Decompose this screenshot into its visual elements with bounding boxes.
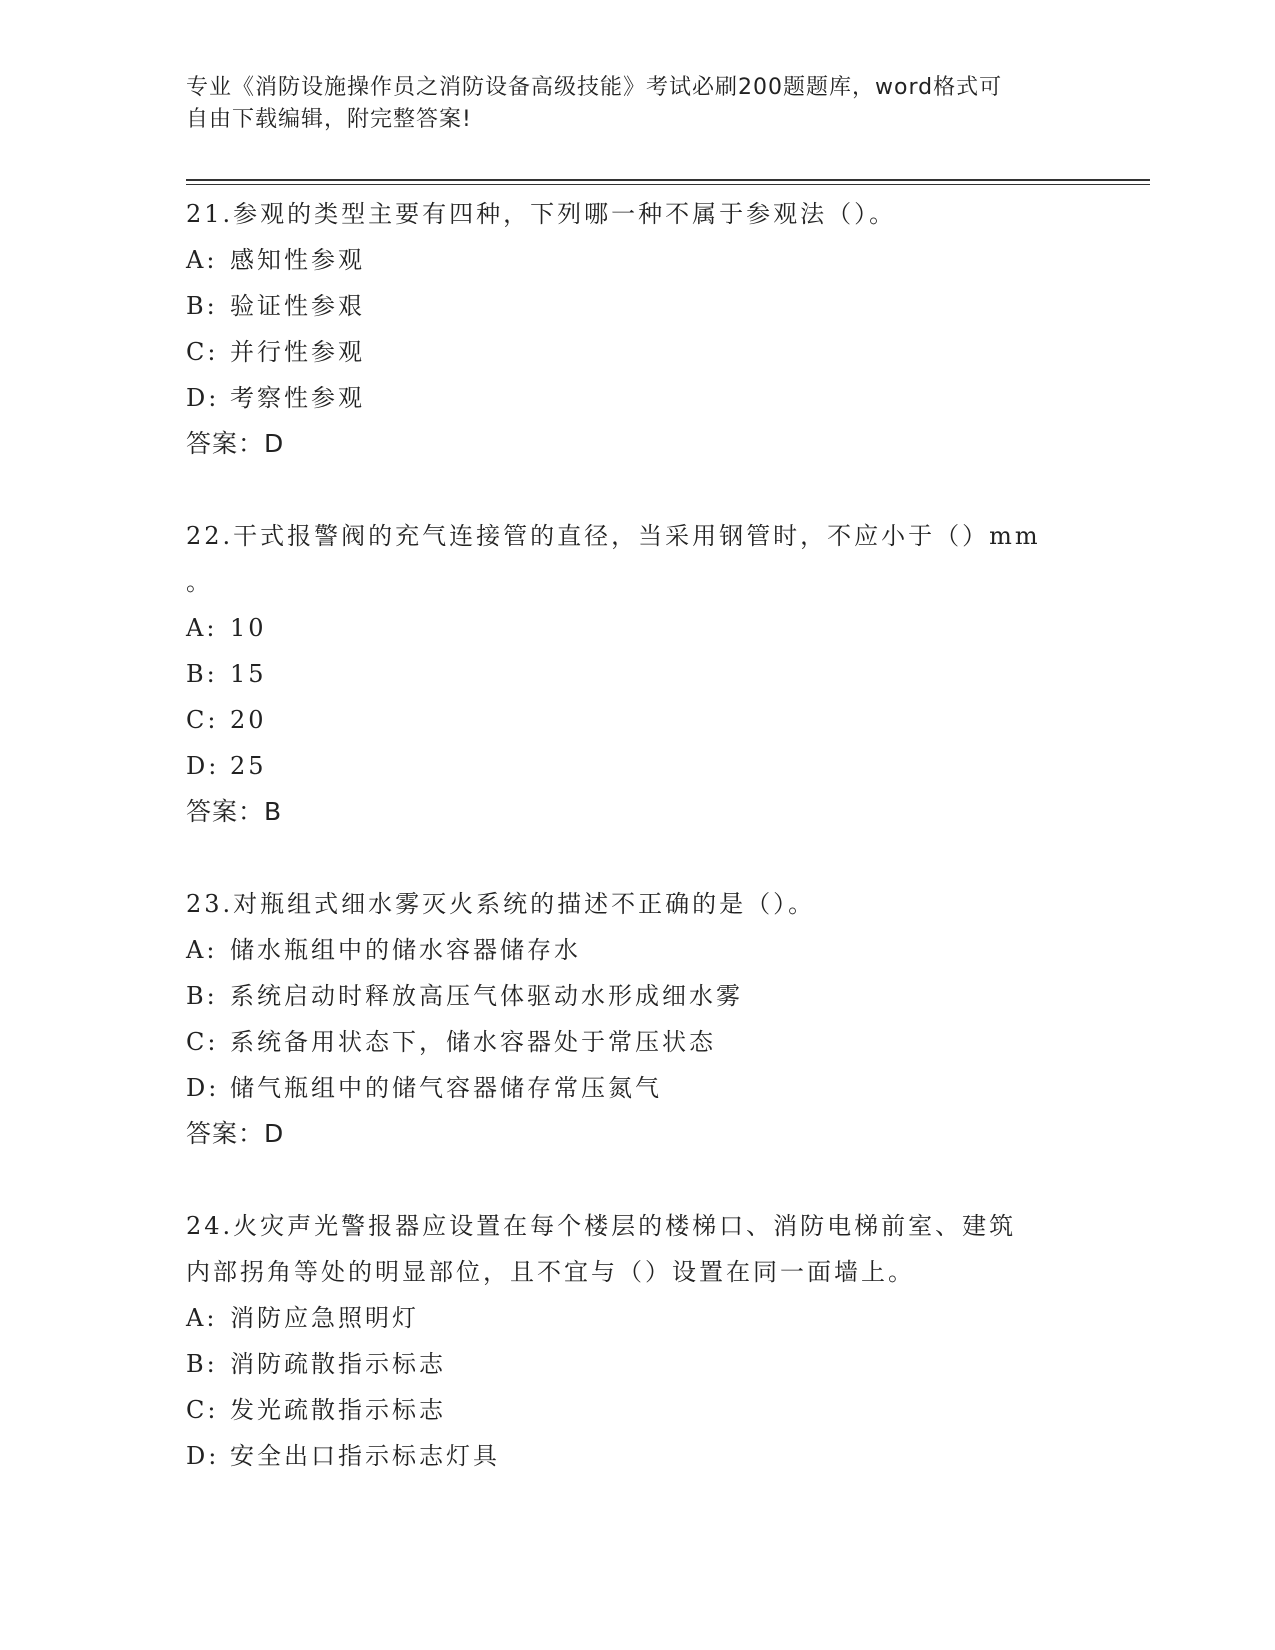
answer-line: 答案：D: [186, 1119, 285, 1148]
option-a: [186, 927, 1086, 973]
option-letter: C:: [186, 1396, 219, 1424]
option-text: 消防应急照明灯: [230, 1304, 419, 1332]
option-letter: D:: [186, 1074, 220, 1102]
option-b: [186, 283, 1086, 329]
option-d: [186, 1065, 1086, 1111]
option-c: [186, 329, 1086, 375]
option-a: [186, 237, 1086, 283]
option-text: 并行性参观: [230, 338, 365, 366]
option-c: [186, 697, 1086, 743]
option-text: 考察性参观: [230, 384, 365, 412]
option-b: [186, 1341, 1086, 1387]
option-text: 25: [230, 752, 267, 780]
header-line-2: 自由下载编辑，附完整答案!: [186, 107, 472, 132]
option-text: 系统备用状态下，储水容器处于常压状态: [230, 1028, 716, 1056]
option-text: 储水瓶组中的储水容器储存水: [230, 936, 581, 964]
option-letter: A:: [186, 936, 218, 964]
option-letter: A:: [186, 614, 218, 642]
option-a: [186, 605, 1086, 651]
question-gap: [186, 1157, 1086, 1203]
option-text: 消防疏散指示标志: [230, 1350, 446, 1378]
option-letter: C:: [186, 338, 219, 366]
question-23: [186, 881, 1086, 1157]
header-divider-top: [186, 179, 1150, 181]
option-d: [186, 1433, 1086, 1479]
option-letter: B:: [186, 982, 218, 1010]
question-stem: 22.干式报警阀的充气连接管的直径，当采用钢管时，不应小于（）mm 。: [186, 522, 1041, 596]
option-text: 感知性参观: [230, 246, 365, 274]
option-b: [186, 973, 1086, 1019]
option-letter: A:: [186, 1304, 218, 1332]
option-letter: D:: [186, 384, 220, 412]
option-text: 安全出口指示标志灯具: [230, 1442, 500, 1470]
answer-line: 答案：D: [186, 429, 285, 458]
option-letter: D:: [186, 752, 220, 780]
option-c: [186, 1019, 1086, 1065]
option-letter: D:: [186, 1442, 220, 1470]
document-header: [186, 72, 1066, 136]
question-24: [186, 1203, 1086, 1479]
question-stem: 24.火灾声光警报器应设置在每个楼层的楼梯口、消防电梯前室、建筑 内部拐角等处的明显部位，且不宜与（）设置在同一面墙上。: [186, 1212, 1017, 1286]
header-divider-bottom: [186, 184, 1150, 185]
question-gap: [186, 835, 1086, 881]
question-list: [186, 191, 1086, 1479]
option-text: 15: [230, 660, 267, 688]
option-letter: B:: [186, 292, 218, 320]
option-letter: A:: [186, 246, 218, 274]
option-letter: B:: [186, 1350, 218, 1378]
option-text: 发光疏散指示标志: [230, 1396, 446, 1424]
option-text: 20: [230, 706, 267, 734]
question-stem: 21.参观的类型主要有四种，下列哪一种不属于参观法（）。: [186, 200, 897, 228]
option-text: 储气瓶组中的储气容器储存常压氮气: [230, 1074, 662, 1102]
header-line-1: 专业《消防设施操作员之消防设备高级技能》考试必刷200题题库，word格式可: [186, 75, 1003, 100]
answer-line: 答案：B: [186, 797, 283, 826]
question-gap: [186, 467, 1086, 513]
option-d: [186, 743, 1086, 789]
option-b: [186, 651, 1086, 697]
option-text: 10: [230, 614, 267, 642]
option-d: [186, 375, 1086, 421]
option-letter: B:: [186, 660, 218, 688]
option-letter: C:: [186, 1028, 219, 1056]
option-c: [186, 1387, 1086, 1433]
option-letter: C:: [186, 706, 219, 734]
option-text: 系统启动时释放高压气体驱动水形成细水雾: [230, 982, 743, 1010]
question-22: [186, 513, 1086, 835]
question-21: [186, 191, 1086, 467]
question-stem: 23.对瓶组式细水雾灭火系统的描述不正确的是（）。: [186, 890, 816, 918]
option-a: [186, 1295, 1086, 1341]
option-text: 验证性参艰: [230, 292, 365, 320]
